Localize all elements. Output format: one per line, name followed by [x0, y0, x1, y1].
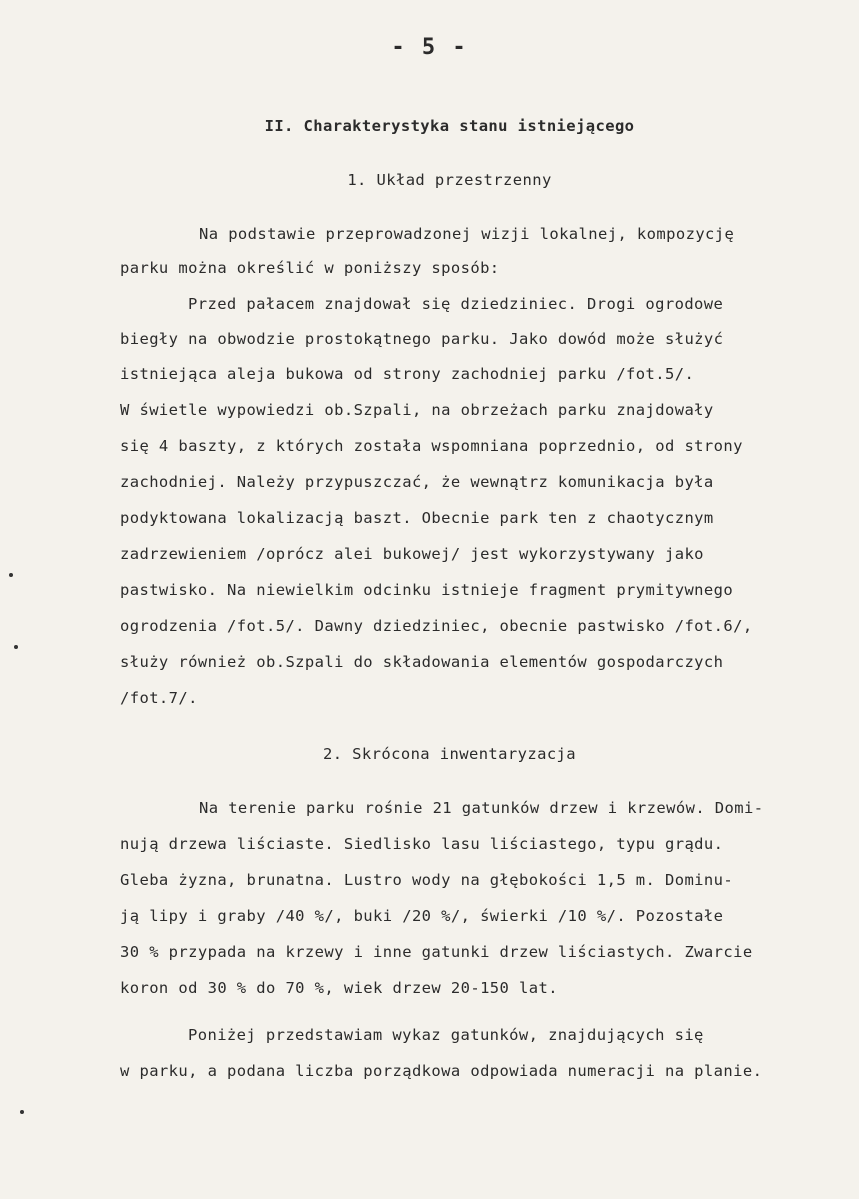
text-line: Przed pałacem znajdował się dziedziniec. Drogi ogrodowe — [188, 295, 724, 313]
text-line: służy również ob.Szpali do składowania elementów gospodarczych — [120, 653, 724, 671]
text-line: parku można określić w poniższy sposób: — [120, 259, 500, 277]
text-line: Na terenie parku rośnie 21 gatunków drzew i krzewów. Domi- — [199, 799, 764, 817]
text-line: ogrodzenia /fot.5/. Dawny dziedziniec, obecnie pastwisko /fot.6/, — [120, 617, 753, 635]
text-line: W świetle wypowiedzi ob.Szpali, na obrzeżach parku znajdowały — [120, 401, 714, 419]
text-line: się 4 baszty, z których została wspomniana poprzednio, od strony — [120, 437, 743, 455]
text-line: pastwisko. Na niewielkim odcinku istnieje fragment prymitywnego — [120, 581, 734, 599]
section-title: II. Charakterystyka stanu istniejącego — [264, 117, 635, 135]
subsection-1-title: 1. Układ przestrzenny — [347, 171, 552, 189]
text-line: Gleba żyzna, brunatna. Lustro wody na głębokości 1,5 m. Dominu- — [120, 871, 734, 889]
text-line: zachodniej. Należy przypuszczać, że wewnątrz komunikacja była — [120, 473, 714, 491]
text-line: Na podstawie przeprowadzonej wizji lokalnej, kompozycję — [199, 225, 735, 243]
text-line: koron od 30 % do 70 %, wiek drzew 20-150 lat. — [120, 979, 558, 997]
text-line: podyktowana lokalizacją baszt. Obecnie park ten z chaotycznym — [120, 509, 714, 527]
margin-dot — [14, 645, 18, 649]
text-line: biegły na obwodzie prostokątnego parku. Jako dowód może służyć — [120, 330, 724, 348]
text-line: /fot.7/. — [120, 689, 198, 707]
text-line: istniejąca aleja bukowa od strony zachodniej parku /fot.5/. — [120, 365, 695, 383]
text-line: nują drzewa liściaste. Siedlisko lasu liściastego, typu grądu. — [120, 835, 724, 853]
text-line: w parku, a podana liczba porządkowa odpowiada numeracji na planie. — [120, 1062, 763, 1080]
text-line: Poniżej przedstawiam wykaz gatunków, znajdujących się — [188, 1026, 704, 1044]
text-line: ją lipy i graby /40 %/, buki /20 %/, świerki /10 %/. Pozostałe — [120, 907, 724, 925]
subsection-2-title: 2. Skrócona inwentaryzacja — [322, 745, 577, 763]
text-line: zadrzewieniem /oprócz alei bukowej/ jest wykorzystywany jako — [120, 545, 704, 563]
margin-dot — [9, 573, 13, 577]
margin-dot — [20, 1110, 24, 1114]
page-number: - 5 - — [391, 35, 468, 60]
text-line: 30 % przypada na krzewy i inne gatunki drzew liściastych. Zwarcie — [120, 943, 753, 961]
